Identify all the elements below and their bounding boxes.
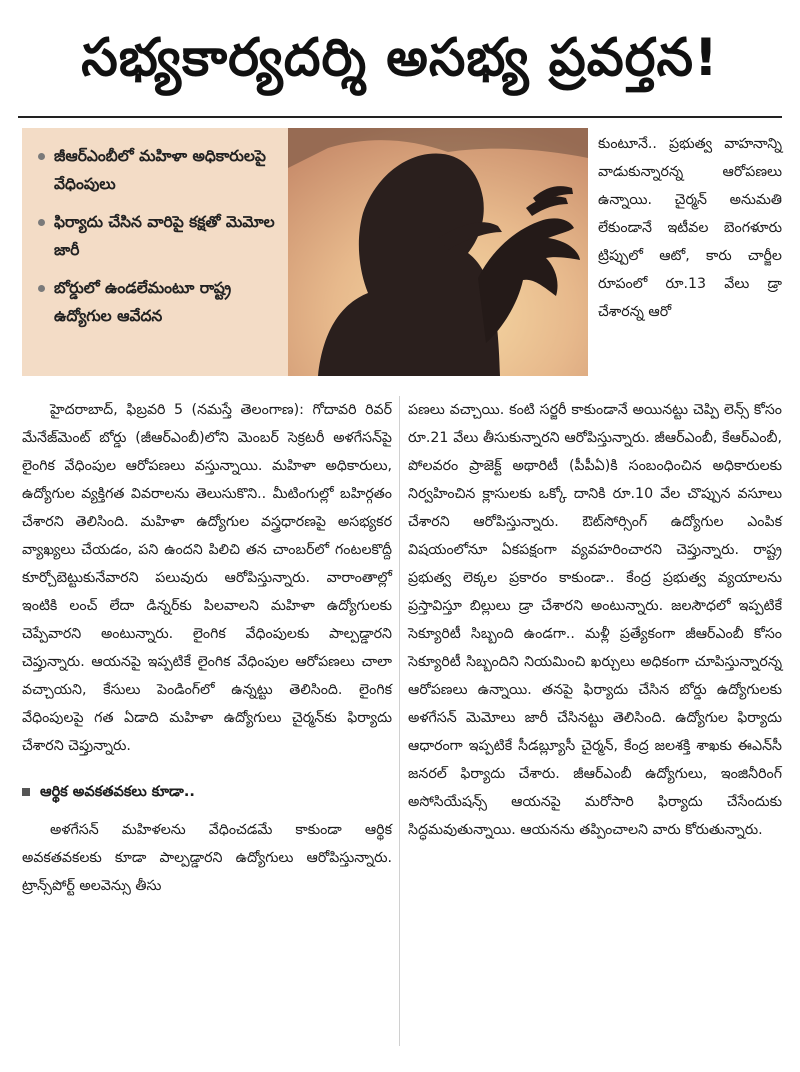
highlight-text: జీఆర్ఎంబీలో మహిళా అధికారులపై వేధింపులు — [54, 147, 266, 193]
bullet-icon — [38, 153, 45, 160]
article-paragraph: కుంటూనే.. ప్రభుత్వ వాహనాన్ని వాడుకున్నారన్న ఆరోపణలు ఉన్నాయి. చైర్మన్ అనుమతి లేకుండానే ఇటీవల బెంగళూరు ట్రిప్పులో ఆటో, కారు చార్జీల రూపంలో రూ.13 వేలు డ్రా చేశారన్న ఆరో — [598, 136, 782, 320]
column-divider — [399, 396, 400, 1046]
bullet-icon — [38, 219, 45, 226]
highlights-list — [36, 142, 278, 330]
square-bullet-icon — [22, 788, 30, 796]
highlight-text: ఫిర్యాదు చేసిన వారిపై కక్షతో మెమోల జారీ — [54, 213, 275, 259]
article-column-left — [22, 396, 392, 900]
article-paragraph: పణలు వచ్చాయి. కంటి సర్జరీ కాకుండానే అయినట్టు చెప్పి లెన్స్ కోసం రూ.21 వేలు తీసుకున్నారని ఆరోపిస్తున్నారు. జీఆర్ఎంబీ, కేఆర్ఎంబీ, పోలవరం ప్రాజెక్ట్ అథారిటీ (పీపీఏ)కి సంబంధించిన అధికారులకు నిర్వహించిన క్లాసులకు ఒక్కో దానికి రూ.10 వేల చొప్పున వసూలు చేశారని ఆరోపిస్తున్నారు. ఔట్‌సోర్సింగ్ ఉద్యోగుల ఎంపిక విషయంలోనూ ఏకపక్షంగా వ్యవహరించారని చెప్తున్నారు. రాష్ట్ర ప్రభుత్వ లెక్కల ప్రకారం కాకుండా.. కేంద్ర ప్రభుత్వ వ్యయాలను ప్రస్తావిస్తూ బిల్లులు డ్రా చేశారని అంటున్నారు. జలసౌధలో ఇప్పటికే సెక్యూరిటీ సిబ్బంది ఉండగా.. మళ్లీ ప్రత్యేకంగా జీఆర్ఎంబీ కోసం సెక్యూరిటీ సిబ్బందిని నియమించి ఖర్చులు అధికంగా చూపిస్తున్నారన్న ఆరోపణలు ఉన్నాయి. తనపై ఫిర్యాదు చేసిన బోర్డు ఉద్యోగులకు అళగేసన్ మెమోలు జారీ చేసినట్టు తెలిసింది. ఉద్యోగుల ఫిర్యాదు ఆధారంగా ఇప్పటికే సీడబ్ల్యూసీ చైర్మన్, కేంద్ర జలశక్తి శాఖకు ఈఎన్‌సీ జనరల్ ఫిర్యాదు చేశారు. జీఆర్ఎంబీ ఉద్యోగులు, ఇంజినీరింగ్ అసోసియేషన్స్ ఆయనపై మరోసారి ఫిర్యాదు చేసేందుకు సిద్ధమవుతున్నాయి. ఆయనను తప్పించాలని వారు కోరుతున్నారు. — [408, 402, 782, 838]
subheading — [22, 778, 392, 806]
highlight-item — [36, 274, 278, 330]
article-column-right — [408, 396, 782, 844]
subheading-text: ఆర్థిక అవకతవకలు కూడా.. — [40, 784, 195, 800]
highlights-box — [22, 128, 288, 376]
article-paragraph: హైదరాబాద్, ఫిబ్రవరి 5 (నమస్తే తెలంగాణ): గోదావరి రివర్ మేనేజ్‌మెంట్ బోర్డు (జీఆర్ఎంబీ)లోని మెంబర్ సెక్రటరీ అళగేసన్‌పై లైంగిక వేధింపుల ఆరోపణలు వస్తున్నాయి. మహిళా అధికారులు, ఉద్యోగుల వ్యక్తిగత వివరాలను తెలుసుకొని.. మీటింగుల్లో బహిర్గతం చేశారని తెలిసింది. మహిళా ఉద్యోగుల వస్త్రధారణపై అసభ్యకర వ్యాఖ్యలు చేయడం, పని ఉందని పిలిచి తన చాంబర్‌లో గంటలకొద్దీ కూర్చోబెట్టుకునేవారని పలువురు ఆరోపిస్తున్నారు. వారాంతాల్లో ఇంటికి లంచ్ లేదా డిన్నర్‌కు పిలవాలని మహిళా ఉద్యోగులకు చెప్పేవారని అంటున్నారు. లైంగిక వేధింపులకు పాల్పడ్డారని చెప్తున్నారు. ఆయనపై ఇప్పటికే లైంగిక వేధింపుల ఆరోపణలు చాలా వచ్చాయని, కేసులు పెండింగ్‌లో ఉన్నట్టు తెలిసింది. లైంగిక వేధింపులపై గత ఏడాది మహిళా ఉద్యోగులు చైర్మన్‌కు ఫిర్యాదు చేశారని చెప్తున్నారు. — [22, 402, 392, 754]
bullet-icon — [38, 285, 45, 292]
silhouette-photo-icon — [288, 128, 588, 376]
article-column-top-right — [598, 130, 782, 326]
article-paragraph: అళగేసన్ మహిళలను వేధించడమే కాకుండా ఆర్థిక అవకతవకలకు కూడా పాల్పడ్డారని ఉద్యోగులు ఆరోపిస్తున్నారు. ట్రాన్స్‌పోర్ట్ అలవెన్సు తీసు — [22, 822, 392, 894]
highlight-item — [36, 208, 278, 264]
headline-rule — [18, 116, 782, 118]
headline: సభ్యకార్యదర్శి అసభ్య ప్రవర్తన! — [81, 27, 719, 88]
article-photo — [288, 128, 588, 376]
highlight-text: బోర్డులో ఉండలేమంటూ రాష్ట్ర ఉద్యోగుల ఆవేదన — [54, 279, 232, 325]
highlight-item — [36, 142, 278, 198]
